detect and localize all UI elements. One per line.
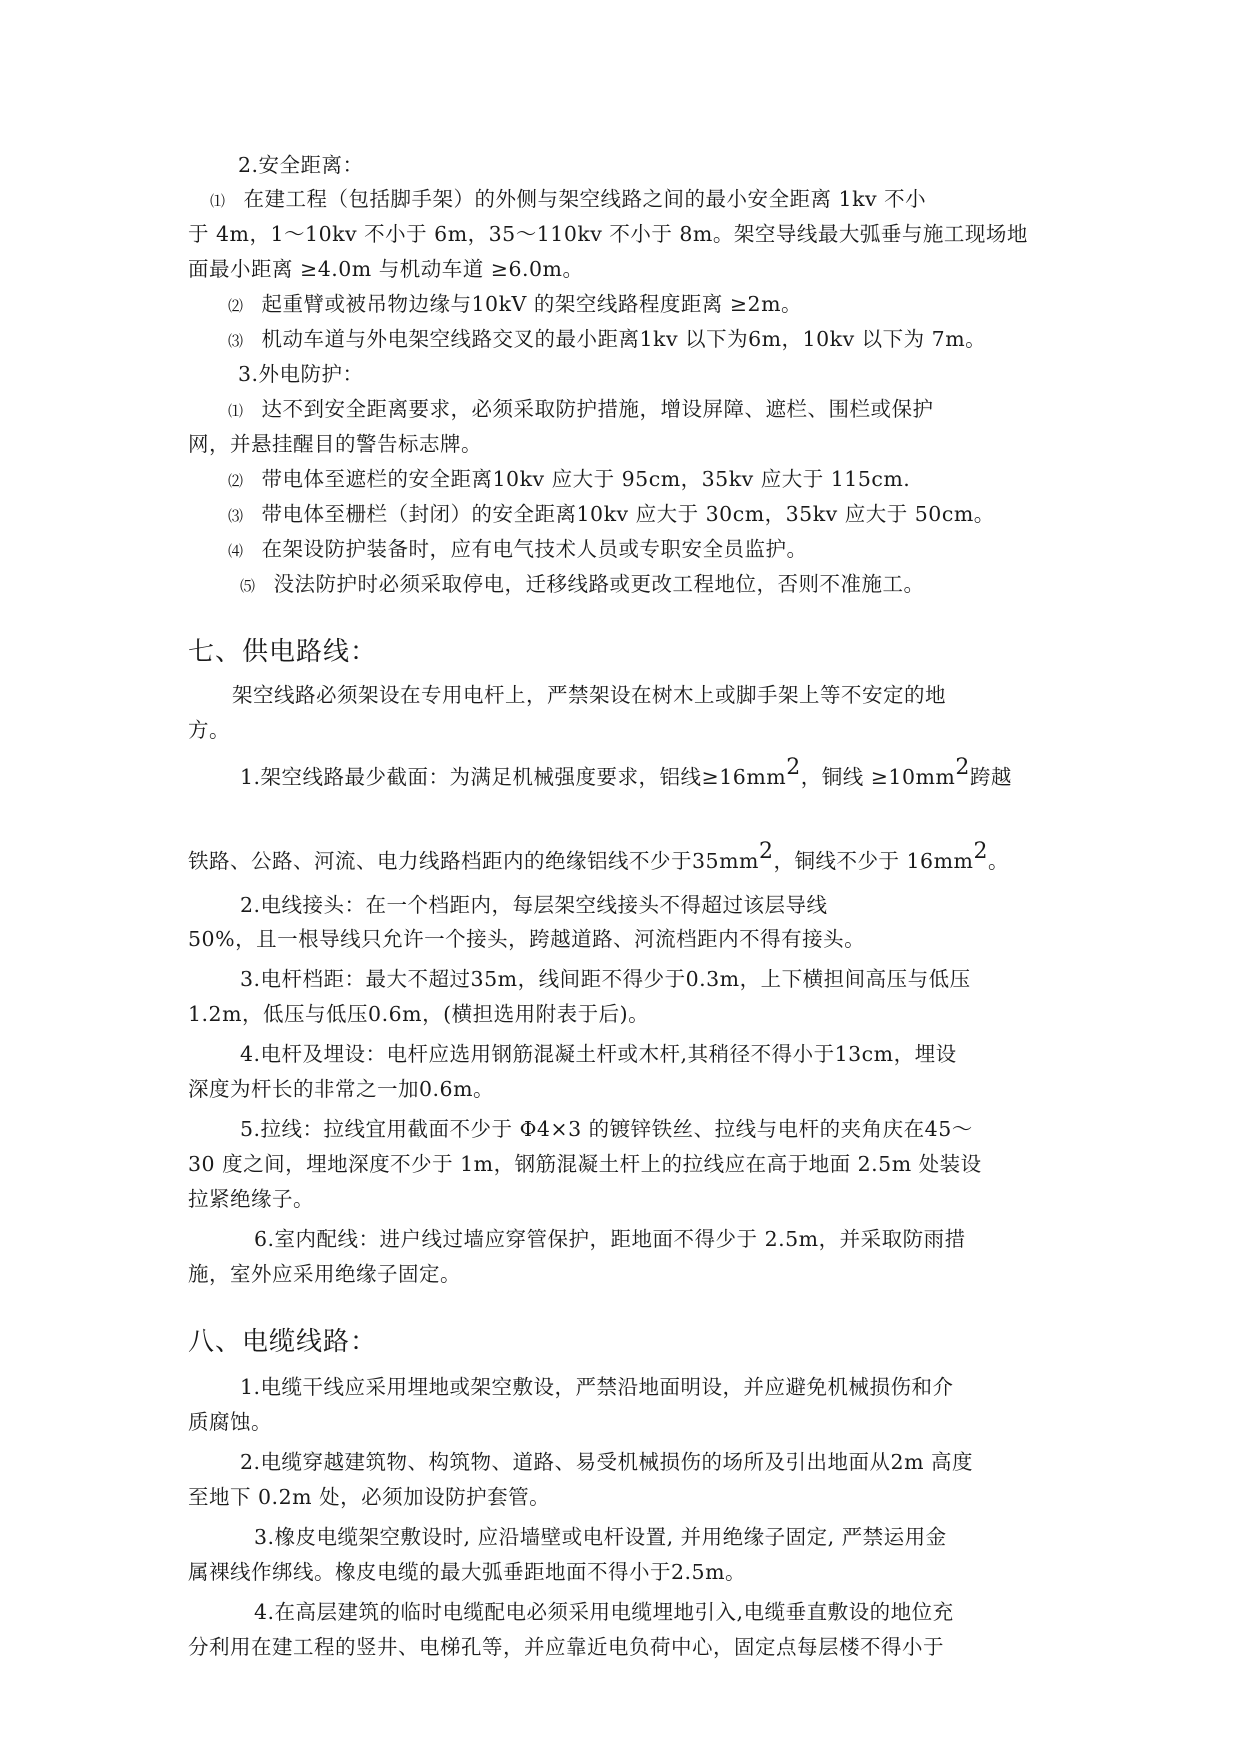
item-text: 达不到安全距离要求，必须采取防护措施，增设屏障、遮栏、围栏或保护 <box>261 397 934 421</box>
paragraph-min-cross-section <box>240 755 1090 796</box>
text-run: 铁路、公路、河流、电力线路档距内的绝缘铝线不少于35mm <box>188 849 759 873</box>
paragraph: 5.拉线：拉线宜用截面不少于 Φ4×3 的镀锌铁丝、拉线与电杆的夹角庆在45～ <box>240 1117 973 1141</box>
paragraph: 3.电杆档距：最大不超过35m，线间距不得少于0.3m，上下横担间高压与低压 <box>240 967 971 991</box>
paragraph-continued: 1.2m，低压与低压0.6m，(横担选用附表于后)。 <box>188 1002 650 1026</box>
paragraph-continued: 分利用在建工程的竖井、电梯孔等，并应靠近电负荷中心，固定点每层楼不得小于 <box>188 1635 944 1659</box>
list-item <box>228 322 1108 360</box>
item-text-continued: 网，并悬挂醒目的警告标志牌。 <box>188 432 482 456</box>
list-item <box>228 287 1108 325</box>
item-text: 没法防护时必须采取停电，迁移线路或更改工程地位，否则不准施工。 <box>273 572 925 596</box>
superscript: 2 <box>786 755 801 780</box>
subsection-title-external-protection: 3.外电防护： <box>238 362 364 386</box>
item-number: ⑶ <box>228 332 244 350</box>
paragraph-continued <box>188 839 1078 880</box>
paragraph: 1.电缆干线应采用埋地或架空敷设，严禁沿地面明设，并应避免机械损伤和介 <box>240 1375 954 1399</box>
paragraph: 3.橡皮电缆架空敷设时, 应沿墙壁或电杆设置, 并用绝缘子固定, 严禁运用金 <box>254 1525 947 1549</box>
list-item <box>228 497 1108 535</box>
paragraph-continued: 深度为杆长的非常之一加0.6m。 <box>188 1077 495 1101</box>
item-text: 起重臂或被吊物边缘与10kV 的架空线路程度距离 ≥2m。 <box>261 292 803 316</box>
item-number: ⑴ <box>210 192 226 210</box>
paragraph: 2.电缆穿越建筑物、构筑物、道路、易受机械损伤的场所及引出地面从2m 高度 <box>240 1450 974 1474</box>
superscript: 2 <box>973 839 988 864</box>
paragraph-continued: 至地下 0.2m 处，必须加设防护套管。 <box>188 1485 551 1509</box>
text-run: 跨越 <box>969 765 1012 789</box>
item-number: ⑸ <box>240 577 256 595</box>
paragraph: 架空线路必须架设在专用电杆上，严禁架设在树木上或脚手架上等不安定的地 <box>232 683 946 707</box>
paragraph-continued: 方。 <box>188 718 230 742</box>
paragraph-continued: 施，室外应采用绝缘子固定。 <box>188 1262 461 1286</box>
section-heading-cable-line: 八、电缆线路： <box>188 1327 378 1357</box>
superscript: 2 <box>758 839 774 864</box>
list-item <box>228 462 1108 500</box>
paragraph-continued: 50%，且一根导线只允许一个接头，跨越道路、河流档距内不得有接头。 <box>188 927 866 951</box>
subsection-title-safety-distance: 2.安全距离： <box>238 153 364 177</box>
item-text-continued: 于 4m，1～10kv 不小于 6m，35～110kv 不小于 8m。架空导线最大弧垂与施工现场地 <box>188 222 1028 246</box>
list-item <box>228 532 1108 570</box>
text-run: ，铜线 ≥10mm <box>800 765 956 789</box>
item-number: ⑶ <box>228 507 244 525</box>
text-run: 。 <box>987 849 1009 873</box>
paragraph-continued: 拉紧绝缘子。 <box>188 1187 314 1211</box>
item-number: ⑷ <box>228 542 244 560</box>
section-heading-power-supply-line: 七、供电路线： <box>188 637 378 667</box>
item-number: ⑴ <box>228 402 244 420</box>
list-item <box>228 392 1108 430</box>
item-number: ⑵ <box>228 297 244 315</box>
paragraph: 4.电杆及埋设：电杆应选用钢筋混凝土杆或木杆,其稍径不得小于13cm，埋设 <box>240 1042 957 1066</box>
text-run: 1.架空线路最少截面：为满足机械强度要求，铝线≥16mm <box>240 765 787 789</box>
paragraph-continued: 质腐蚀。 <box>188 1410 272 1434</box>
paragraph: 2.电线接头：在一个档距内，每层架空线接头不得超过该层导线 <box>240 893 828 917</box>
item-text: 机动车道与外电架空线路交叉的最小距离1kv 以下为6m，10kv 以下为 7m。 <box>261 327 987 351</box>
item-text: 在架设防护装备时，应有电气技术人员或专职安全员监护。 <box>261 537 808 561</box>
item-text: 带电体至栅栏（封闭）的安全距离10kv 应大于 30cm，35kv 应大于 50cm。 <box>261 502 995 526</box>
text-run: ，铜线不少于 16mm <box>773 849 974 873</box>
superscript: 2 <box>955 755 970 780</box>
paragraph-continued: 30 度之间，埋地深度不少于 1m，钢筋混凝土杆上的拉线应在高于地面 2.5m 处装设 <box>188 1152 982 1176</box>
item-number: ⑵ <box>228 472 244 490</box>
list-item <box>210 182 1090 220</box>
paragraph: 6.室内配线：进户线过墙应穿管保护，距地面不得少于 2.5m，并采取防雨措 <box>254 1227 966 1251</box>
item-text-continued: 面最小距离 ≥4.0m 与机动车道 ≥6.0m。 <box>188 257 584 281</box>
item-text: 带电体至遮栏的安全距离10kv 应大于 95cm，35kv 应大于 115cm. <box>261 467 911 491</box>
list-item <box>240 567 1120 605</box>
item-text: 在建工程（包括脚手架）的外侧与架空线路之间的最小安全距离 1kv 不小 <box>243 187 927 211</box>
paragraph-continued: 属裸线作绑线。橡皮电缆的最大弧垂距地面不得小于2.5m。 <box>188 1560 747 1584</box>
paragraph: 4.在高层建筑的临时电缆配电必须采用电缆埋地引入,电缆垂直敷设的地位充 <box>254 1600 954 1624</box>
